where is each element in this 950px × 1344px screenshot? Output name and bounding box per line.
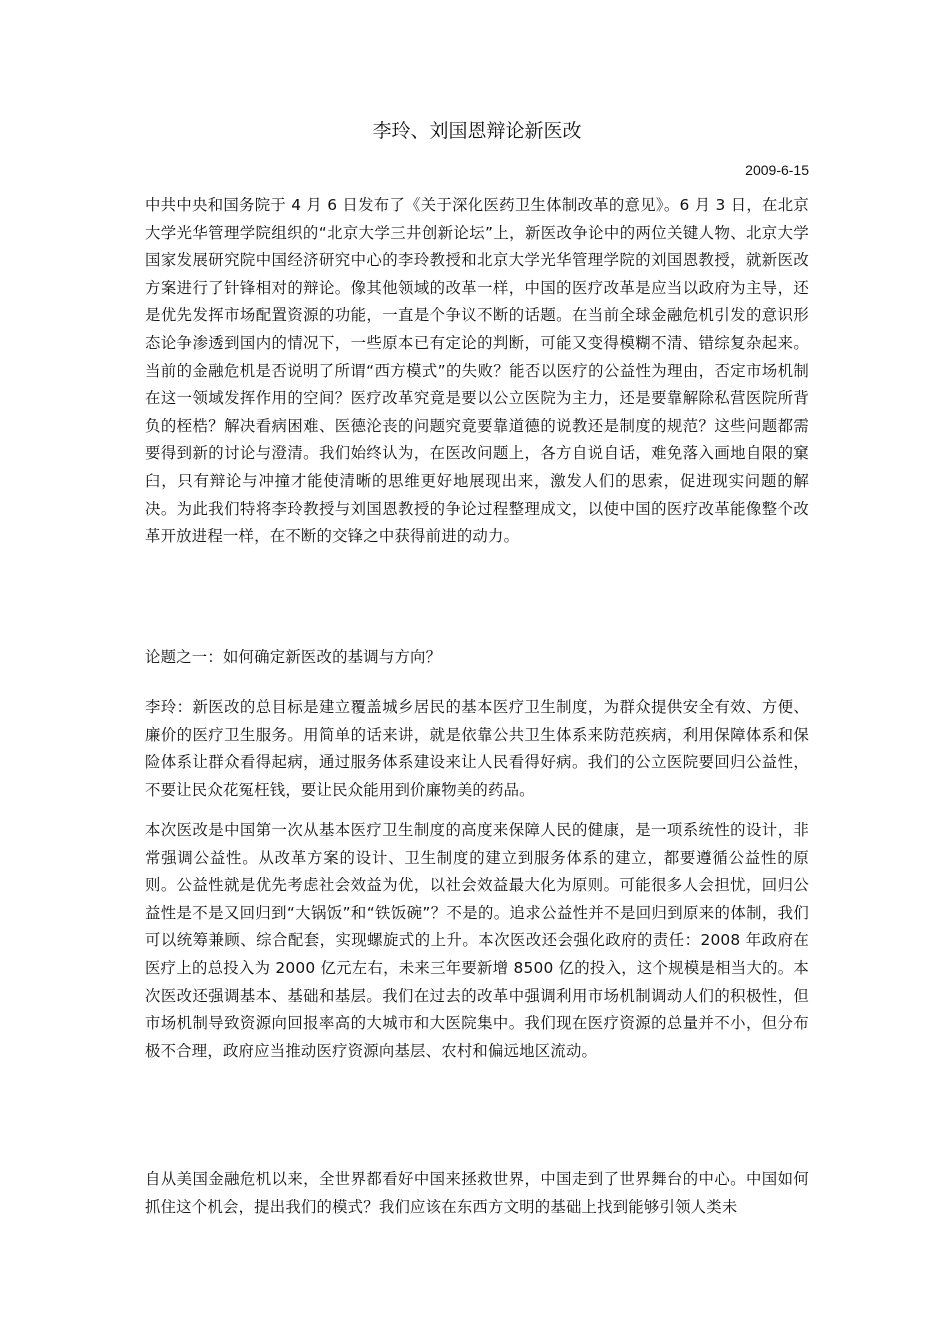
document-date: 2009-6-15 <box>745 162 809 178</box>
body-paragraph: 自从美国金融危机以来，全世界都看好中国来拯救世界，中国走到了世界舞台的中心。中国如何抓住这个机会，提出我们的模式？我们应该在东西方文明的基础上找到能够引领人类未 <box>145 1170 809 1216</box>
body-paragraph: 李玲：新医改的总目标是建立覆盖城乡居民的基本医疗卫生制度，为群众提供安全有效、方便、廉价的医疗卫生服务。用简单的话来讲，就是依靠公共卫生体系来防范疾病，利用保障体系和保险体系让群众看得起病，通过服务体系建设来让人民看得好病。我们的公立医院要回归公益性，不要让民众花冤枉钱，要让民众能用到价廉物美的药品。 <box>145 698 809 799</box>
intro-paragraph: 中共中央和国务院于 4 月 6 日发布了《关于深化医药卫生体制改革的意见》。6 月 3 日，在北京大学光华管理学院组织的“北京大学三井创新论坛”上，新医改争论中的两位关键人物、北京大学国家发展研究院中国经济研究中心的李玲教授和北京大学光华管理学院的刘国恩教授，就新医改方案进行了针锋相对的辩论。像其他领域的改革一样，中国的医疗改革是应当以政府为主导，还是优先发挥市场配置资源的功能，一直是个争议不断的话题。在当前全球金融危机引发的意识形态论争渗透到国内的情况下，一些原本已有定论的判断，可能又变得模糊不清、错综复杂起来。当前的金融危机是否说明了所谓“西方模式”的失败？能否以医疗的公益性为理由，否定市场机制在这一领域发挥作用的空间？医疗改革究竟是要以公立医院为主力，还是要靠解除私营医院所背负的桎梏？解决看病困难、医德沦丧的问题究竟要靠道德的说教还是制度的规范？这些问题都需要得到新的讨论与澄清。我们始终认为，在医改问题上，各方自说自话，难免落入画地自限的窠臼，只有辩论与冲撞才能使清晰的思维更好地展现出来，激发人们的思索，促进现实问题的解决。为此我们特将李玲教授与刘国恩教授的争论过程整理成文，以使中国的医疗改革能像整个改革开放进程一样，在不断的交锋之中获得前进的动力。 <box>145 196 809 546</box>
body-paragraph: 本次医改是中国第一次从基本医疗卫生制度的高度来保障人民的健康，是一项系统性的设计，非常强调公益性。从改革方案的设计、卫生制度的建立到服务体系的建立，都要遵循公益性的原则。公益性就是优先考虑社会效益为优，以社会效益最大化为原则。可能很多人会担忧，回归公益性是不是又回归到“大锅饭”和“铁饭碗”？不是的。追求公益性并不是回归到原来的体制，我们可以统筹兼顾、综合配套，实现螺旋式的上升。本次医改还会强化政府的责任：2008 年政府在医疗上的总投入为 2000 亿元左右，未来三年要新增 8500 亿的投入，这个规模是相当大的。本次医改还强调基本、基础和基层。我们在过去的改革中强调利用市场机制调动人们的积极性，但市场机制导致资源向回报率高的大城市和大医院集中。我们现在医疗资源的总量并不小，但分布极不合理，政府应当推动医疗资源向基层、农村和偏远地区流动。 <box>145 821 809 1060</box>
topic-heading: 论题之一：如何确定新医改的基调与方向？ <box>145 648 442 666</box>
document-title: 李玲、刘国恩辩论新医改 <box>372 120 582 142</box>
